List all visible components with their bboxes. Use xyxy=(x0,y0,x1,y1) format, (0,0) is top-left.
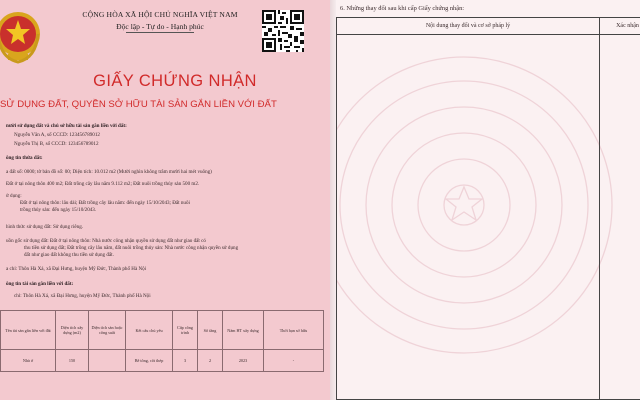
changes-confirm-cell xyxy=(600,35,640,400)
national-emblem-icon xyxy=(0,4,42,78)
changes-content-cell xyxy=(337,35,600,400)
asset-table-cell: - xyxy=(264,350,324,372)
asset-table-header: Cấp công trình xyxy=(173,311,198,350)
usage-term-heading: ử dụng: xyxy=(6,193,22,199)
asset-table-cell: Bê tông, cốt thép xyxy=(126,350,173,372)
usage-term-line-2: trồng thủy sản: đến ngày 15/10/2043. xyxy=(20,207,97,213)
asset-table-header: Diện tích xây dựng (m2) xyxy=(56,311,89,350)
certificate-title: GIẤY CHỨNG NHẬN xyxy=(93,72,257,90)
owner-section-heading: nười sử dụng đất và chủ sở hữu tài sản gắn liền với đất: xyxy=(6,123,127,129)
asset-table-header: Năm HT xây dựng xyxy=(223,311,264,350)
asset-section-heading: ông tin tài sản gắn liền với đất: xyxy=(6,281,74,287)
asset-table-cell: 2 xyxy=(198,350,223,372)
changes-content-header: Nội dung thay đổi và cơ sở pháp lý xyxy=(337,18,600,35)
parcel-address-line: a chỉ: Thôn Hà Xá, xã Đại Hưng, huyện Mỹ Đức, Thành phố Hà Nội xyxy=(6,266,147,272)
asset-table-cell xyxy=(89,350,126,372)
country-motto: Độc lập - Tự do - Hạnh phúc xyxy=(116,22,204,31)
asset-table-cell: 150 xyxy=(56,350,89,372)
asset-table-header: Kết cấu chủ yếu xyxy=(126,311,173,350)
asset-table-header: Tên tài sản gắn liền với đất xyxy=(1,311,56,350)
land-origin-line-1: uồn gốc sử dụng đất: Đất ở tại nông thôn: Nhà nước công nhận quyền sử dụng đất như giao đất có xyxy=(6,238,206,244)
certificate-changes-page xyxy=(336,0,640,400)
certificate-subtitle: SỬ DỤNG ĐẤT, QUYỀN SỞ HỮU TÀI SẢN GẮN LIỀN VỚI ĐẤT xyxy=(0,99,277,110)
changes-table-header-row xyxy=(337,18,640,35)
asset-table-cell: 2023 xyxy=(223,350,264,372)
owner-line-1: Nguyễn Văn A, số CCCD: 123456789012 xyxy=(14,132,100,138)
asset-table-header: Thời hạn sở hữu xyxy=(264,311,324,350)
header-rule xyxy=(126,32,194,33)
land-origin-line-3: đất như giao đất không thu tiền sử dụng đất. xyxy=(24,252,114,258)
asset-table-header: Số tầng xyxy=(198,311,223,350)
changes-section-title: 6. Những thay đổi sau khi cấp Giấy chứng nhận: xyxy=(340,5,465,12)
parcel-line: a đất số: 0000; tờ bản đồ số: 00; Diện tích: 10.012 m2 (Mười nghìn không trăm mười hai mét vuông) xyxy=(6,169,212,175)
country-name: CỘNG HÒA XÃ HỘI CHỦ NGHĨA VIỆT NAM xyxy=(82,10,238,19)
table-row xyxy=(1,350,324,372)
land-origin-line-2: thu tiền sử dụng đất; Đất trồng cây lâu năm, đất nuôi trồng thủy sản: Nhà nước công nhận quyền sử dụng xyxy=(24,245,239,251)
asset-table xyxy=(0,310,324,372)
parcel-section-heading: ông tin thửa đất: xyxy=(6,155,43,161)
usage-term-line-1: Đất ở tại nông thôn: lâu dài; Đất trồng cây lâu năm: đến ngày 15/10/2043; Đất nuôi xyxy=(20,200,190,206)
asset-table-cell: Nhà ở xyxy=(1,350,56,372)
table-row xyxy=(337,35,640,400)
owner-line-2: Nguyễn Thị B, số CCCD: 123456789012 xyxy=(14,141,99,147)
changes-confirm-header: Xác nhận xyxy=(600,18,640,35)
usage-form-line: hình thức sử dụng đất: Sử dụng riêng. xyxy=(6,224,84,230)
qr-code xyxy=(262,10,304,52)
asset-table-header: Diện tích sàn hoặc công suất xyxy=(89,311,126,350)
land-use-purpose-line: Đất ở tại nông thôn 400 m2; Đất trồng cây lâu năm 9.112 m2; Đất nuôi trồng thủy sản 500 m2. xyxy=(6,181,200,187)
asset-table-header-row xyxy=(1,311,324,350)
asset-table-cell: 3 xyxy=(173,350,198,372)
asset-address-line: chỉ: Thôn Hà Xá, xã Đại Hưng, huyện Mỹ Đức, Thành phố Hà Nội xyxy=(14,293,151,299)
changes-table xyxy=(336,17,640,400)
